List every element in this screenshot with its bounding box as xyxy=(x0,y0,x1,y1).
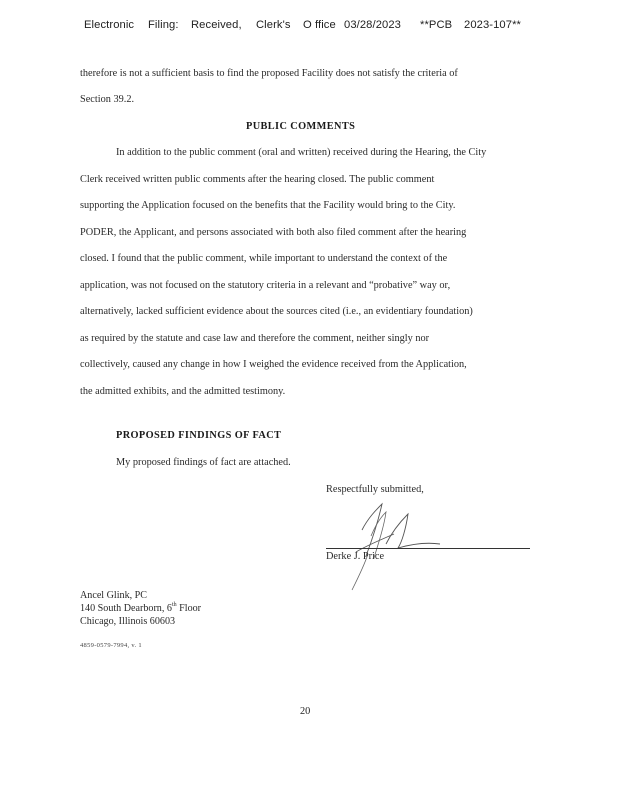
header-received: Received, xyxy=(191,19,242,31)
header-date: 03/28/2023 xyxy=(344,19,401,31)
paragraph-line: alternatively, lacked sufficient evidence about the sources cited (i.e., an evidentiary foundation) xyxy=(80,306,473,317)
paragraph-line: PODER, the Applicant, and persons associated with both also filed comment after the hearing xyxy=(80,226,467,238)
closing-text: Respectfully submitted, xyxy=(326,484,424,495)
continuation-line: Section 39.2. xyxy=(80,94,135,105)
public-comments-heading: PUBLIC COMMENTS xyxy=(246,121,356,132)
paragraph-line: closed. I found that the public comment, while important to understand the context of the xyxy=(80,253,448,264)
signature-line xyxy=(326,548,530,549)
paragraph-line: the admitted exhibits, and the admitted testimony. xyxy=(80,385,286,397)
paragraph-line: collectively, caused any change in how I weighed the evidence received from the Application, xyxy=(80,359,467,370)
header-number: 2023-107** xyxy=(464,19,521,31)
header-filing: Filing: xyxy=(148,19,179,31)
paragraph-line: application, was not focused on the statutory criteria in a relevant and “probative” way or, xyxy=(80,279,451,291)
firm-name: Ancel Glink, PC xyxy=(80,590,148,601)
paragraph-line: In addition to the public comment (oral and written) received during the Hearing, the City xyxy=(116,147,487,158)
header-office: O ffice xyxy=(303,19,336,31)
paragraph-line: supporting the Application focused on the benefits that the Facility would bring to the City. xyxy=(80,200,456,211)
findings-text: My proposed findings of fact are attached. xyxy=(116,457,291,468)
header-clerks: Clerk's xyxy=(256,19,291,31)
paragraph-line: Clerk received written public comments after the hearing closed. The public comment xyxy=(80,173,435,185)
signer-name: Derke J. Price xyxy=(326,551,385,562)
header-electronic: Electronic xyxy=(84,19,135,31)
continuation-line: therefore is not a sufficient basis to find the proposed Facility does not satisfy the criteria of xyxy=(80,68,458,79)
page-number: 20 xyxy=(300,706,311,717)
city-state-zip: Chicago, Illinois 60603 xyxy=(80,616,176,627)
filing-stamp-header xyxy=(80,19,550,35)
handwritten-signature xyxy=(316,494,476,594)
document-id: 4859-0579-7994, v. 1 xyxy=(80,642,142,649)
street-address: 140 South Dearborn, 6th Floor xyxy=(80,602,202,614)
header-case: **PCB xyxy=(420,19,453,31)
findings-heading: PROPOSED FINDINGS OF FACT xyxy=(116,430,282,441)
paragraph-line: as required by the statute and case law and therefore the comment, neither singly nor xyxy=(80,332,430,344)
